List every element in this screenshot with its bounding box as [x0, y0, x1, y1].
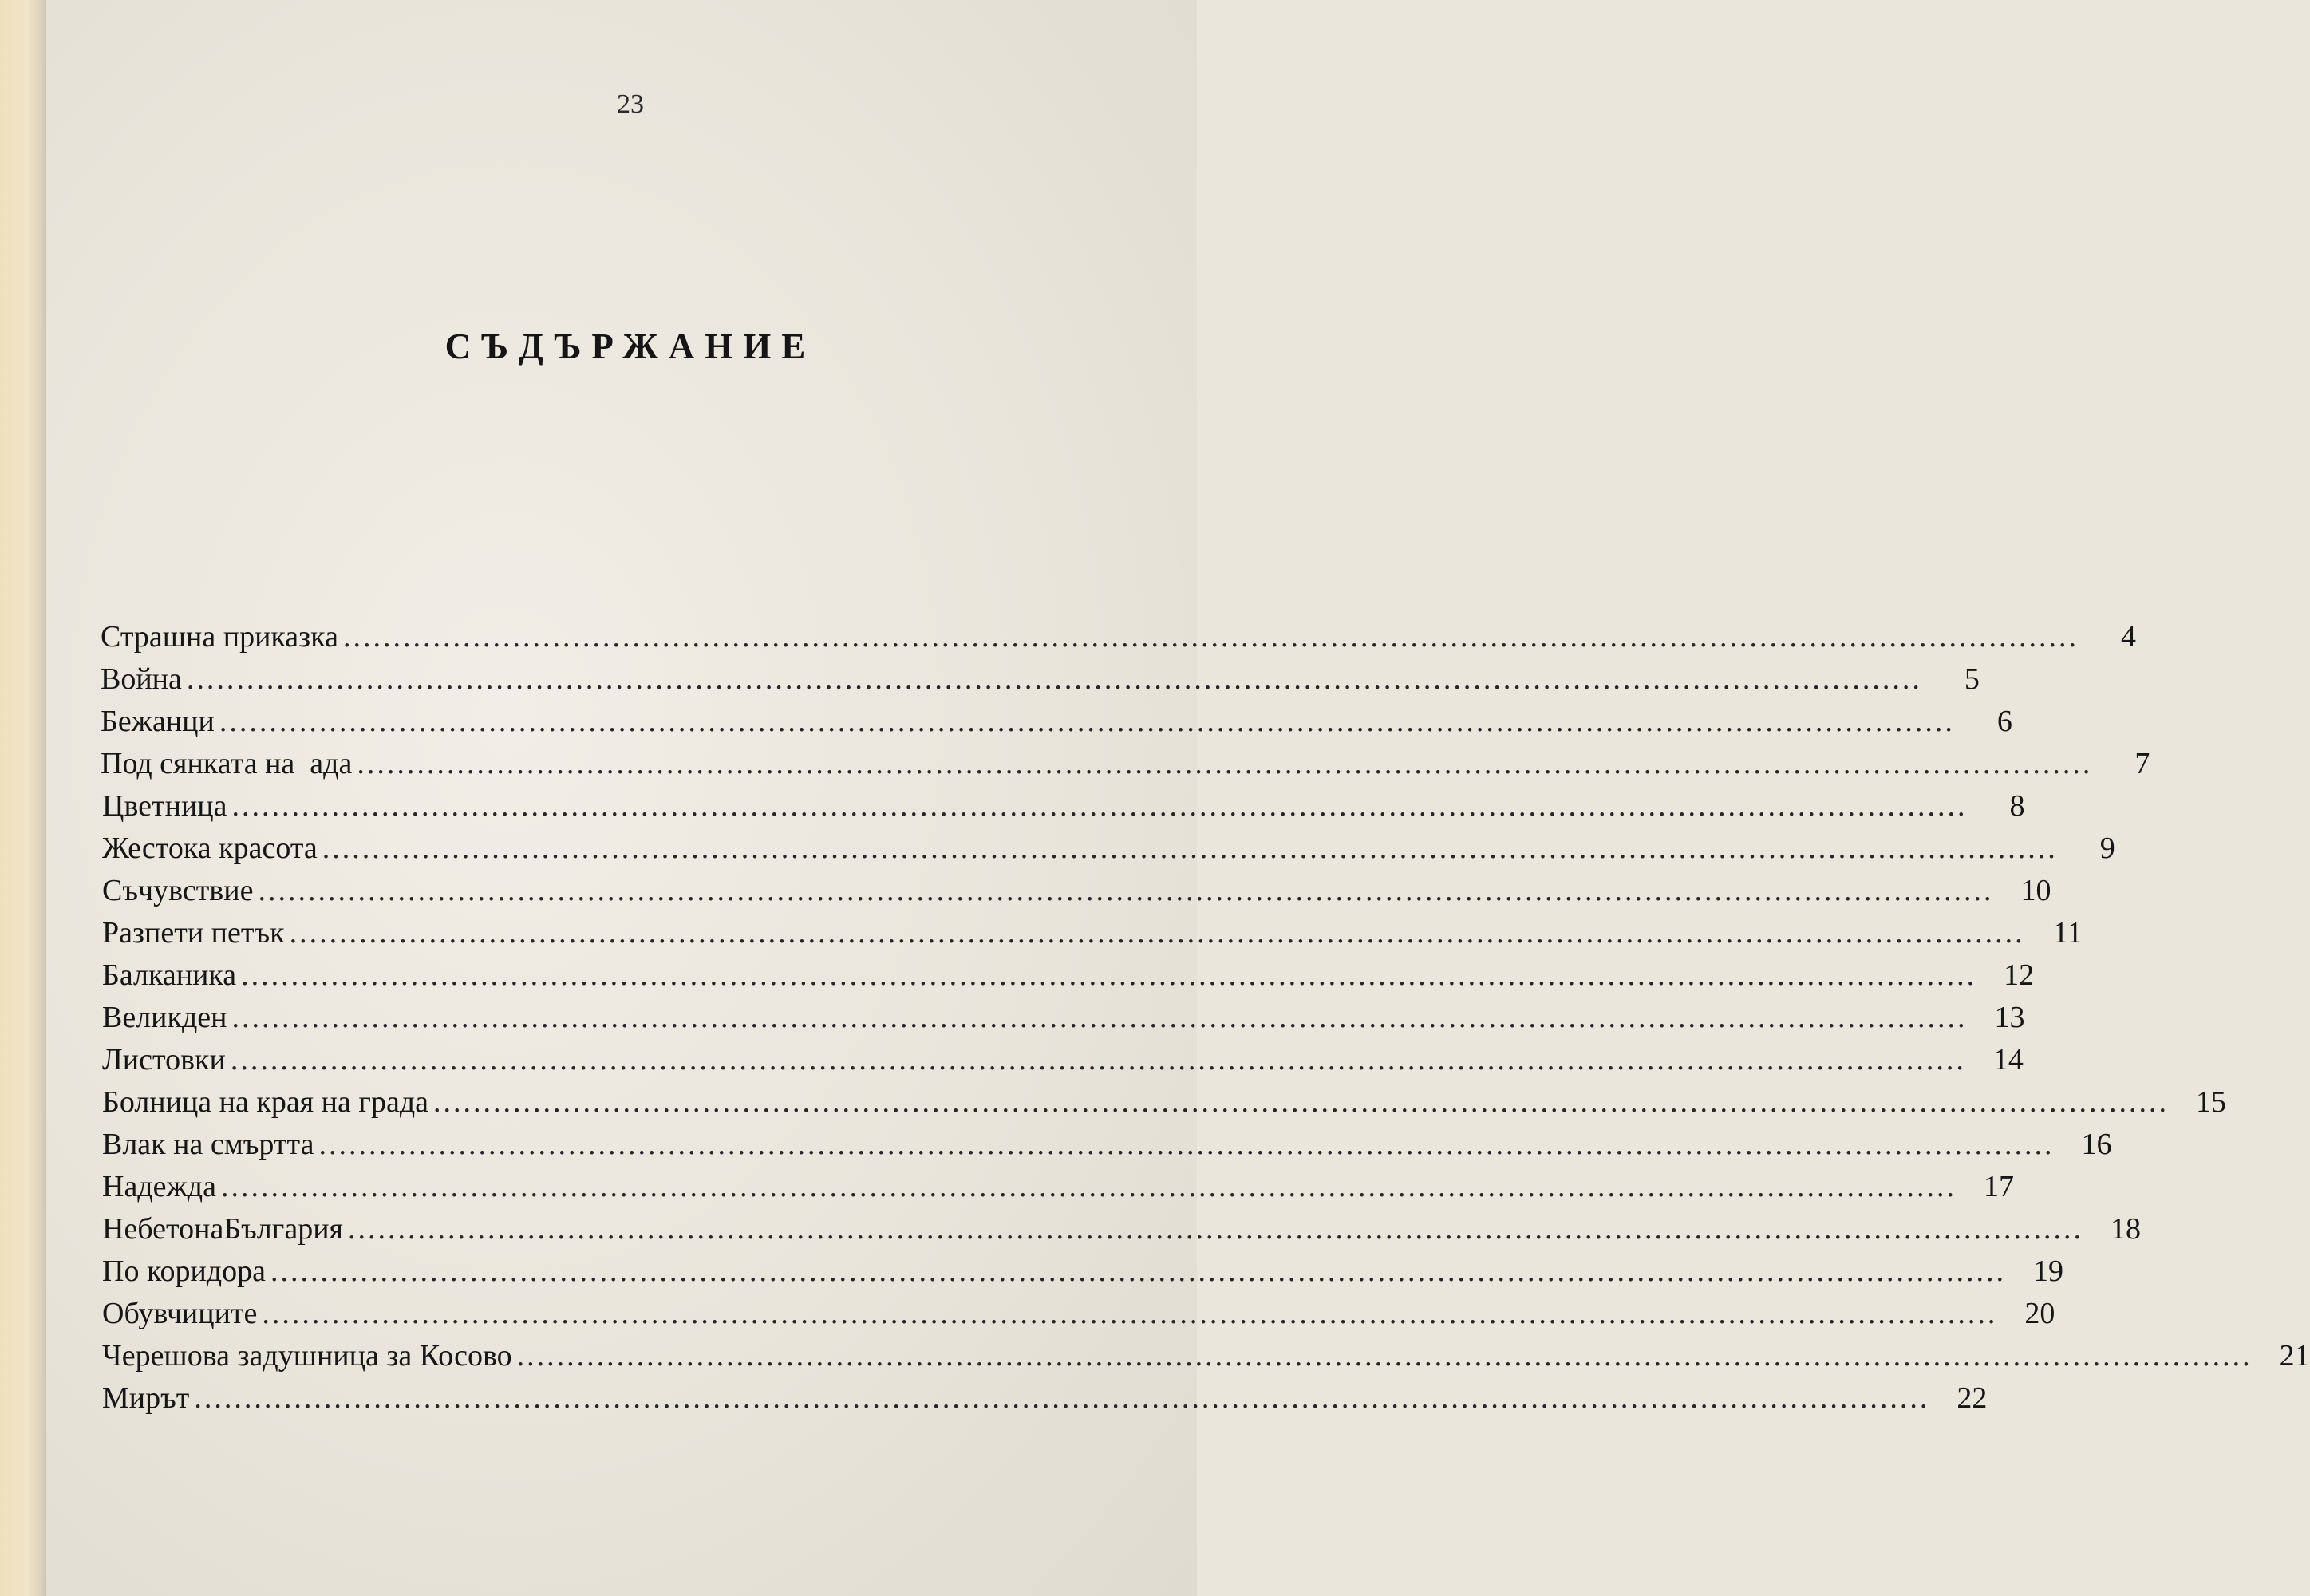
toc-entry	[102, 1338, 2310, 1381]
toc-entry-page: 16	[2081, 1128, 2112, 1161]
toc-entry-title: Жестока красота	[102, 832, 318, 865]
toc-entry	[101, 746, 2150, 788]
dot-leader: ..............................................................................................................................................................................	[241, 958, 1977, 992]
dot-leader: ..............................................................................................................................................................................	[318, 1128, 2055, 1161]
toc-entry	[101, 662, 1980, 704]
toc-entry-page: 9	[2099, 832, 2115, 865]
dot-leader: ..............................................................................................................................................................................	[219, 705, 1955, 738]
toc-entry	[101, 704, 2012, 746]
toc-entry-title: Обувчиците	[102, 1297, 258, 1330]
toc-entry-page: 4	[2120, 620, 2136, 654]
page-number: 23	[617, 89, 644, 119]
toc-entry-title: НебетонаБългария	[102, 1212, 344, 1246]
dot-leader: ..............................................................................................................................................................................	[220, 1170, 1957, 1203]
dot-leader: ..............................................................................................................................................................................	[342, 620, 2079, 654]
toc-entry-page: 8	[2009, 789, 2025, 823]
toc-entry-page: 10	[2020, 874, 2051, 907]
toc-entry-title: Великден	[102, 1001, 227, 1034]
toc-entry-page: 12	[2004, 958, 2035, 992]
toc-entry-title: Надежда	[102, 1170, 216, 1203]
toc-entry-page: 19	[2033, 1254, 2064, 1288]
book-gutter	[0, 0, 46, 1596]
toc-entry-page: 11	[2052, 916, 2083, 950]
toc-entry	[102, 1381, 1988, 1423]
dot-leader: ..............................................................................................................................................................................	[231, 1001, 1968, 1034]
toc-entry-page: 15	[2196, 1085, 2227, 1119]
toc-entry	[102, 831, 2115, 873]
toc-entry-page: 7	[2134, 747, 2150, 780]
toc-entry-title: Война	[101, 662, 182, 696]
toc-entry	[102, 1211, 2142, 1254]
toc-entry-title: Листовки	[102, 1043, 226, 1077]
dot-leader: ..............................................................................................................................................................................	[270, 1254, 2007, 1288]
dot-leader: ..............................................................................................................................................................................	[322, 832, 2058, 865]
toc-entry-page: 6	[1996, 705, 2012, 738]
toc-entry-title: Влак на смъртта	[102, 1128, 314, 1161]
toc-entry	[102, 1042, 2024, 1084]
toc-entry	[102, 958, 2035, 1000]
toc-entry-page: 18	[2111, 1212, 2142, 1246]
dot-leader: ..............................................................................................................................................................................	[231, 789, 1968, 823]
toc-entry	[102, 873, 2051, 915]
toc-entry-page: 13	[1994, 1001, 2025, 1034]
toc-entry	[102, 1084, 2227, 1127]
dot-leader: ..............................................................................................................................................................................	[516, 1339, 2253, 1373]
toc-entry-page: 21	[2279, 1339, 2310, 1373]
toc-entry	[102, 1000, 2025, 1042]
toc-entry-title: Болница на края на града	[102, 1085, 429, 1119]
dot-leader: ..............................................................................................................................................................................	[186, 662, 1922, 696]
toc-entry	[101, 619, 2136, 662]
toc-entry-title: Черешова задушница за Косово	[102, 1339, 512, 1373]
toc-entry-title: Под сянката на ада	[101, 747, 353, 780]
dot-leader: ..............................................................................................................................................................................	[433, 1085, 2170, 1119]
toc-entry-title: По коридора	[102, 1254, 267, 1288]
dot-leader: ..............................................................................................................................................................................	[262, 1297, 1998, 1330]
toc-entry-title: Балканика	[102, 958, 237, 992]
toc-entry-title: Съчувствие	[102, 874, 254, 907]
toc-entry	[102, 1254, 2064, 1296]
dot-leader: ..............................................................................................................................................................................	[357, 747, 2093, 780]
page-title: СЪДЪРЖАНИЕ	[444, 326, 816, 366]
dot-leader: ..............................................................................................................................................................................	[230, 1043, 1966, 1077]
toc-entry	[102, 1127, 2112, 1169]
toc-entry-page: 22	[1957, 1381, 1988, 1415]
toc-entry-page: 14	[1992, 1043, 2024, 1077]
toc-entry-page: 17	[1983, 1170, 2014, 1203]
toc-entry	[102, 1296, 2055, 1338]
dot-leader: ..............................................................................................................................................................................	[258, 874, 1994, 907]
toc-entry-title: Разпети петък	[102, 916, 285, 950]
table-of-contents	[101, 619, 2310, 1423]
toc-entry-title: Страшна приказка	[101, 620, 338, 654]
dot-leader: ..............................................................................................................................................................................	[289, 916, 2025, 950]
toc-entry-title: Бежанци	[101, 705, 215, 738]
toc-entry	[102, 788, 2025, 831]
toc-entry	[102, 915, 2083, 958]
dot-leader: ..............................................................................................................................................................................	[348, 1212, 2084, 1246]
toc-entry-title: Мирът	[102, 1381, 190, 1415]
toc-entry-page: 20	[2024, 1297, 2055, 1330]
toc-entry	[102, 1169, 2014, 1211]
toc-entry-title: Цветница	[102, 789, 227, 823]
dot-leader: ..............................................................................................................................................................................	[194, 1381, 1930, 1415]
toc-entry-page: 5	[1964, 662, 1980, 696]
